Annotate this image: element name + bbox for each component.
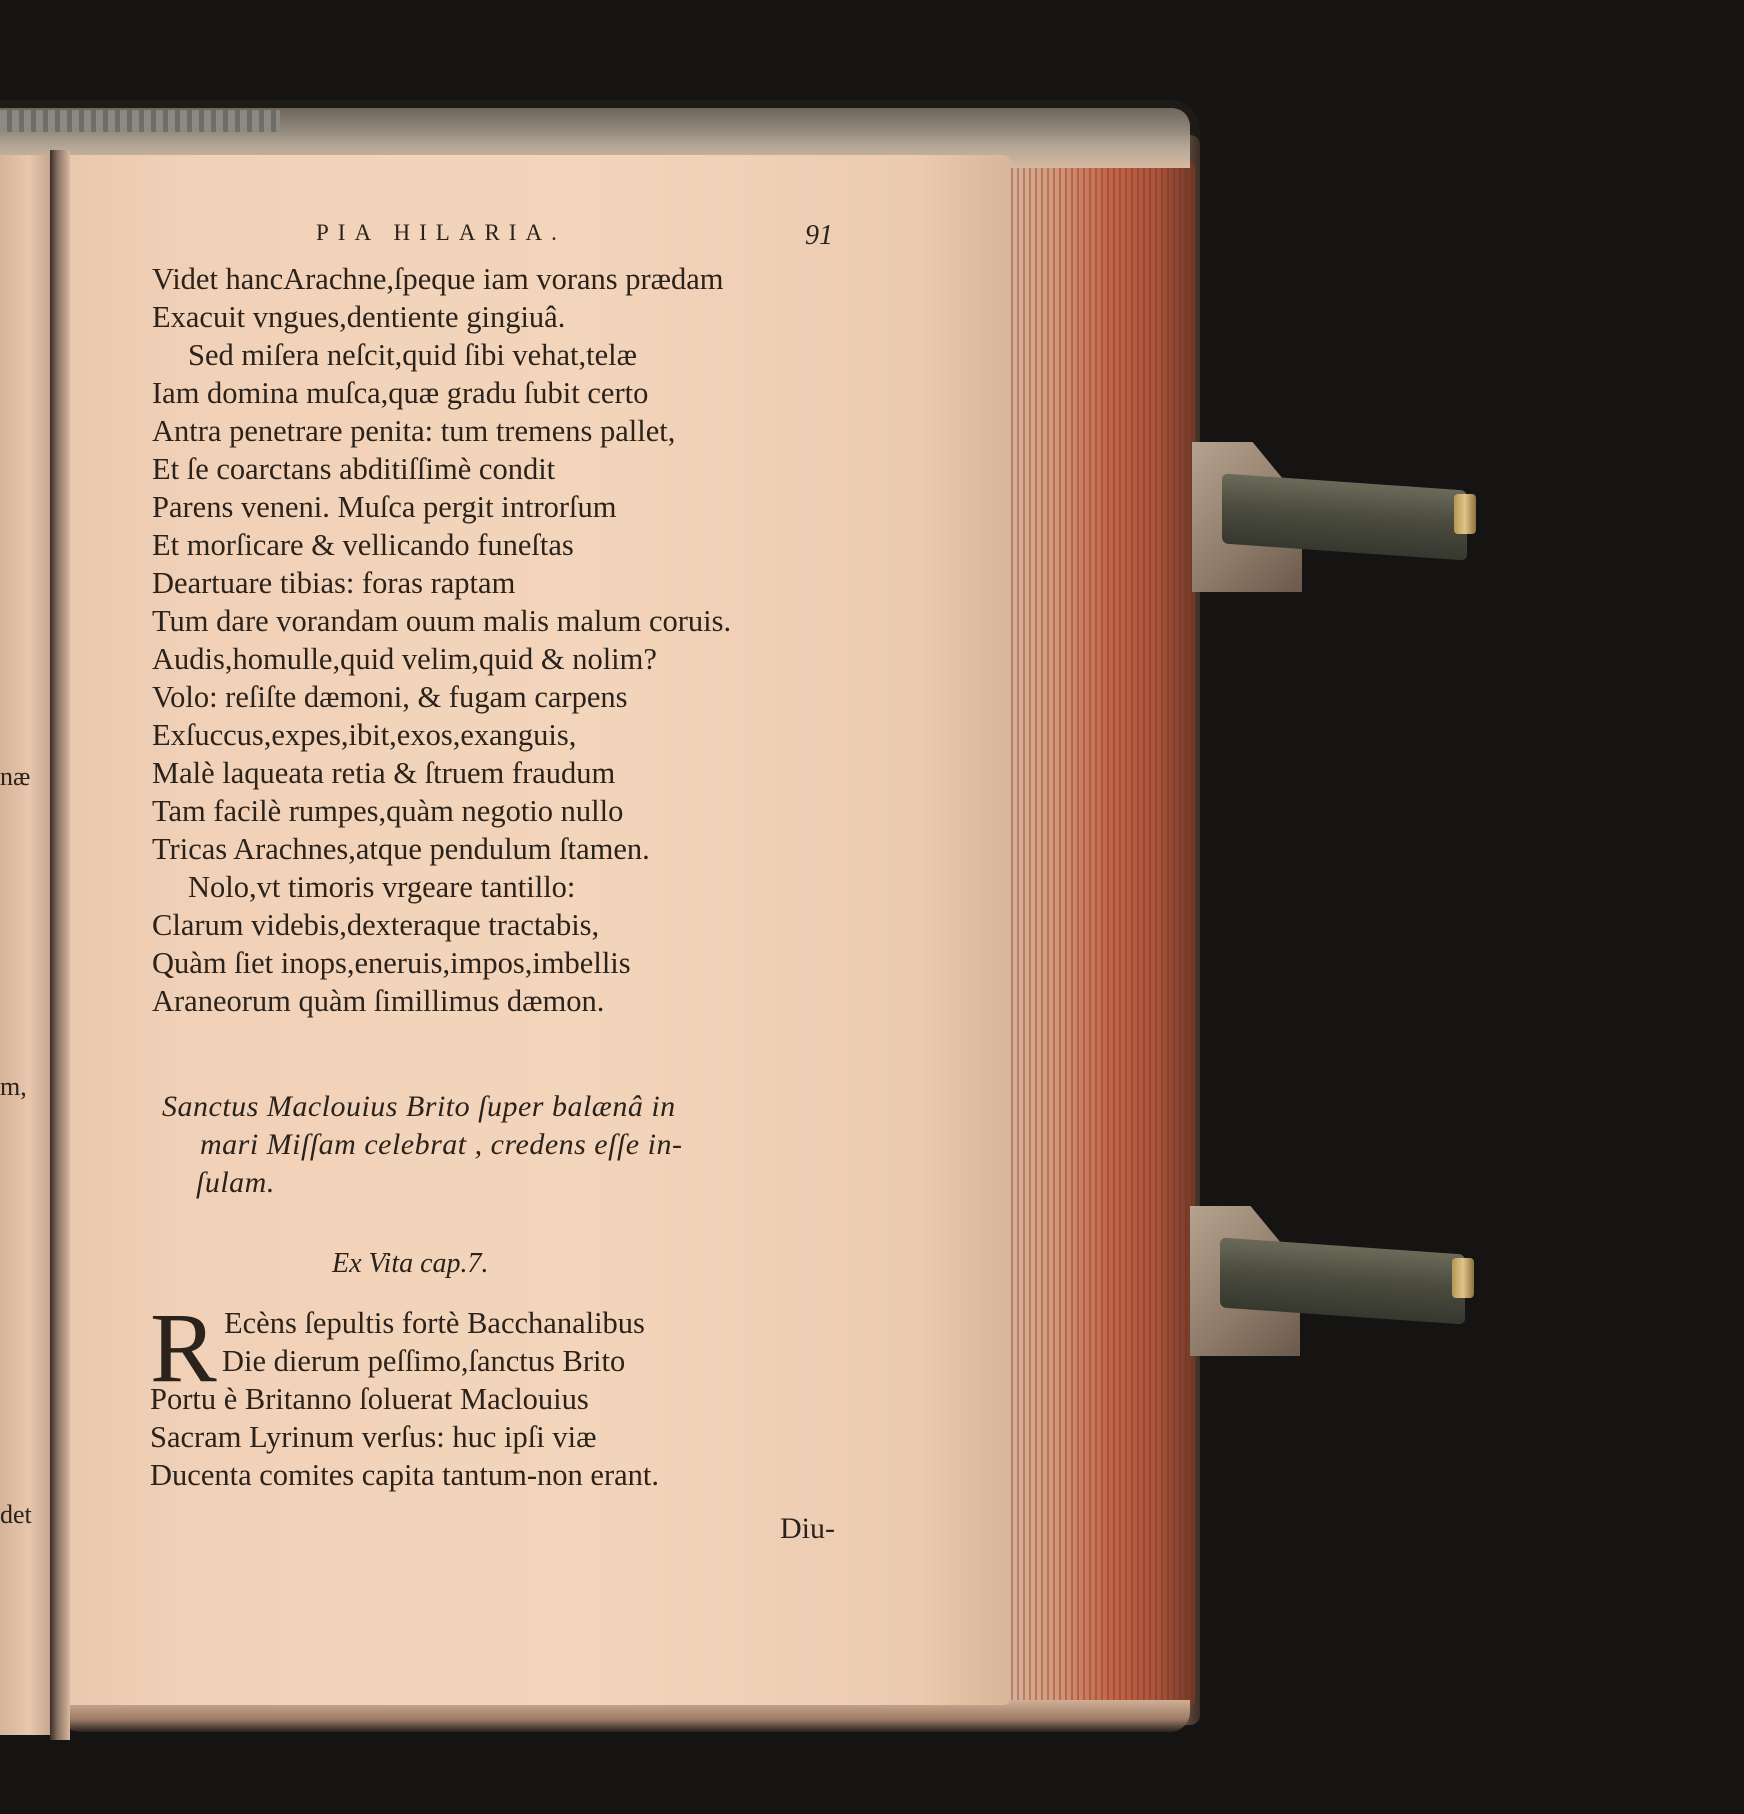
prose-line: Die dierum peſſimo,ſanctus Brito — [222, 1344, 626, 1378]
section-heading-line: mari Miſſam celebrat , credens eſſe in- — [200, 1128, 683, 1161]
verse-line: Tum dare vorandam ouum malis malum coruis. — [152, 604, 732, 638]
verse-line: Clarum videbis,dexteraque tractabis, — [152, 908, 600, 942]
verse-line: Deartuare tibias: foras raptam — [152, 566, 516, 600]
page-fore-edge — [1005, 160, 1195, 1720]
verse-line: Quàm ſiet inops,eneruis,impos,imbellis — [152, 946, 631, 980]
prose-line: Ducenta comites capita tantum-non erant. — [150, 1458, 659, 1492]
section-heading-line: Sanctus Maclouius Brito ſuper balænâ in — [162, 1090, 676, 1123]
verse-line: Videt hancArachne,ſpeque iam vorans prædam — [152, 262, 724, 296]
running-head: PIA HILARIA. — [316, 220, 566, 245]
verse-line: Tam facilè rumpes,quàm negotio nullo — [152, 794, 624, 828]
source-note: Ex Vita cap.7. — [332, 1248, 489, 1279]
section-heading-line: ſulam. — [196, 1166, 275, 1199]
clasp-pin — [1454, 494, 1476, 534]
left-page-fragment: m, — [0, 1072, 27, 1101]
catchword: Diu- — [780, 1512, 835, 1545]
lower-clasp — [1190, 1196, 1490, 1356]
upper-clasp — [1192, 432, 1492, 592]
verse-line: Et ſe coarctans abditiſſimè condit — [152, 452, 556, 486]
verse-line: Volo: reſiſte dæmoni, & fugam carpens — [152, 680, 628, 714]
verse-line: Malè laqueata retia & ſtruem fraudum — [152, 756, 616, 790]
page-number: 91 — [805, 220, 833, 251]
verse-line: Araneorum quàm ſimillimus dæmon. — [152, 984, 605, 1018]
drop-cap: R — [150, 1292, 217, 1403]
verse-line: Sed miſera neſcit,quid ſibi vehat,telæ — [188, 338, 637, 372]
verse-line: Et morſicare & vellicando funeſtas — [152, 528, 574, 562]
verse-line: Audis,homulle,quid velim,quid & nolim? — [152, 642, 657, 676]
verse-line: Antra penetrare penita: tum tremens pallet, — [152, 414, 676, 448]
clasp-pin — [1452, 1258, 1474, 1298]
verse-line: Parens veneni. Muſca pergit introrſum — [152, 490, 617, 524]
prose-line: Portu è Britanno ſoluerat Maclouius — [150, 1382, 589, 1416]
prose-line: Sacram Lyrinum verſus: huc ipſi viæ — [150, 1420, 597, 1454]
verse-line: Exſuccus,expes,ibit,exos,exanguis, — [152, 718, 577, 752]
verse-line: Tricas Arachnes,atque pendulum ſtamen. — [152, 832, 650, 866]
verse-line: Iam domina muſca,quæ gradu ſubit certo — [152, 376, 649, 410]
gutter — [50, 150, 70, 1740]
headband — [0, 110, 280, 132]
left-page-fragment: det — [0, 1500, 32, 1529]
prose-line: Ecèns ſepultis fortè Bacchanalibus — [224, 1306, 645, 1340]
verse-line: Nolo,vt timoris vrgeare tantillo: — [188, 870, 576, 904]
verse-line: Exacuit vngues,dentiente gingiuâ. — [152, 300, 566, 334]
left-page-fragment: næ — [0, 762, 31, 791]
